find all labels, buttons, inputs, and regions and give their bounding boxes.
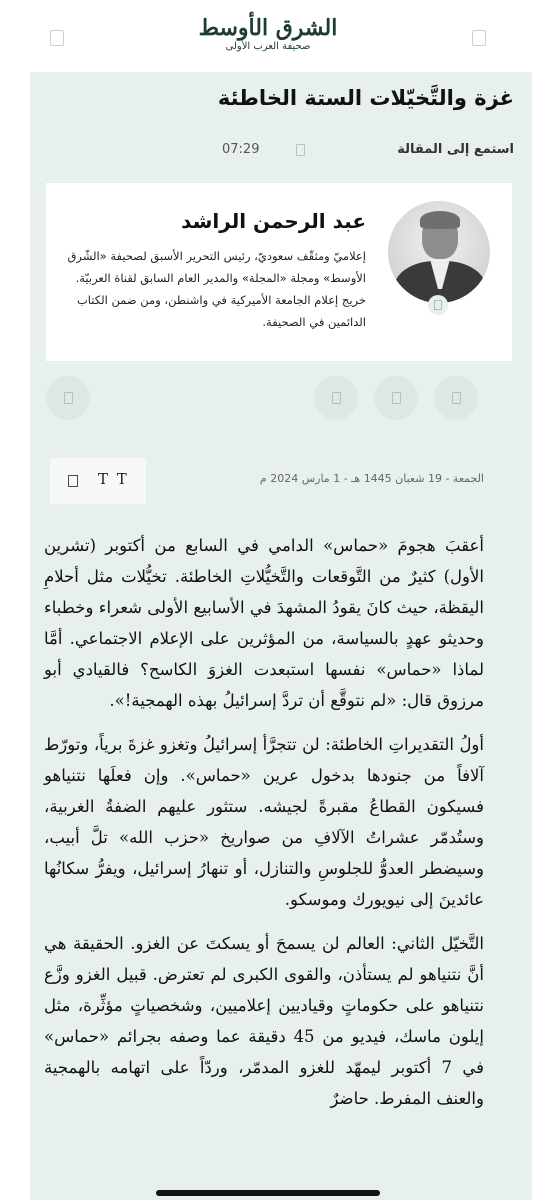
article-body (44, 530, 484, 1127)
author-bio: إعلاميّ ومثقّف سعوديّ، رئيس التحرير الأسبق لصحيفة «الشّرق الأوسط» ومجلة «المجلة» والمدير العام السابق لقناة العربيّة. خريج إعلام الجامعة الأميركية في واشنطن، ومن ضمن الكتاب الدائمين في الصحيفة. (67, 249, 366, 329)
paragraph: أعقبَ هجومَ «حماس» الدامي في السابع من أكتوبر (تشرين الأول) كثيرٌ من التَّوقعات والتَّخيُّلاتِ الخاطئة. تخيُّلات مثل أحلامِ اليقظة، حيث كانَ يقودُ المشهدَ في الأسابيع الأولى شعراء وخطباء وحديثو عهدٍ بالسياسة، من المؤثرين على الإعلام الاجتماعي. أمَّا لماذا «حماس» نفسها استبعدت الغزوَ الكاسح؟ فالقيادي أبو مرزوق قال: «لم نتوقَّع أن تردَّ إسرائيلُ بهذه الهمجية!». (44, 536, 484, 710)
twitter-icon[interactable] (314, 376, 358, 420)
facebook-icon[interactable] (374, 376, 418, 420)
author-name[interactable]: عبد الرحمن الراشد (181, 209, 366, 233)
listen-bar[interactable] (54, 142, 514, 162)
whatsapp-icon[interactable] (46, 376, 90, 420)
site-logo[interactable] (0, 16, 536, 53)
avatar-hair (420, 211, 460, 229)
pen-icon (428, 295, 448, 315)
system-bar (0, 1186, 536, 1200)
print-icon[interactable] (68, 475, 78, 487)
paragraph: أولُ التقديراتِ الخاطئة: لن تتجرَّأ إسرائيلُ وتغزو غزةَ برياً، وتورّط آلافاً من جنودها بدخول عرين «حماس». وإن فعلَها نتنياهو فسيكون القطاعُ مقبرةً لجيشه. ستثور عليهم الضفةُ الغربية، وستُدمّر عشراتُ الآلافِ من صواريخ «حزب الله» تلَّ أبيب، وسيضطر العدوُّ للجلوسِ والتنازل، أو تنهارُ إسرائيل، ويفرُّ سكانُها عائدينَ إلى نيويورك وموسكو. (44, 735, 484, 909)
listen-duration: 07:29 (222, 142, 260, 157)
share-icon[interactable] (434, 376, 478, 420)
logo-title: الشرق الأوسط (198, 15, 338, 41)
menu-icon[interactable] (472, 30, 486, 46)
publish-date: الجمعة - 19 شعبان 1445 هـ - 1 مارس 2024 م (259, 472, 484, 485)
author-card (46, 183, 512, 361)
author-avatar[interactable] (388, 201, 490, 303)
logo-subtitle: صحيفة العرب الأولى (225, 41, 311, 52)
paragraph: التَّخيّل الثاني: العالم لن يسمحَ أو يسكتَ عن الغزو. الحقيقة هي أنَّ نتنياهو لم يستأذن، والقوى الكبرى لم تعترض. قبيل الغزو وزَّع نتنياهو على حكوماتٍ وقياديين إعلاميين، وشخصياتٍ مؤثِّرة، مثل إيلون ماسك، فيديو من 45 دقيقة عما وصفه بجرائم «حماس» في 7 أكتوبر ليمهّد للغزو المدمّر، وردّاً على اتهامه بالهمجية والعنف المفرط. حاضرٌ (44, 934, 485, 1108)
font-size-toggle[interactable]: T T (98, 470, 129, 488)
article-title: غزة والتَّخيّلات الستة الخاطئة (217, 86, 514, 110)
site-header (0, 0, 536, 72)
play-icon[interactable] (296, 144, 305, 156)
home-indicator[interactable] (156, 1190, 380, 1196)
font-size-control[interactable] (50, 458, 146, 504)
listen-label: استمع إلى المقالة (397, 142, 514, 157)
